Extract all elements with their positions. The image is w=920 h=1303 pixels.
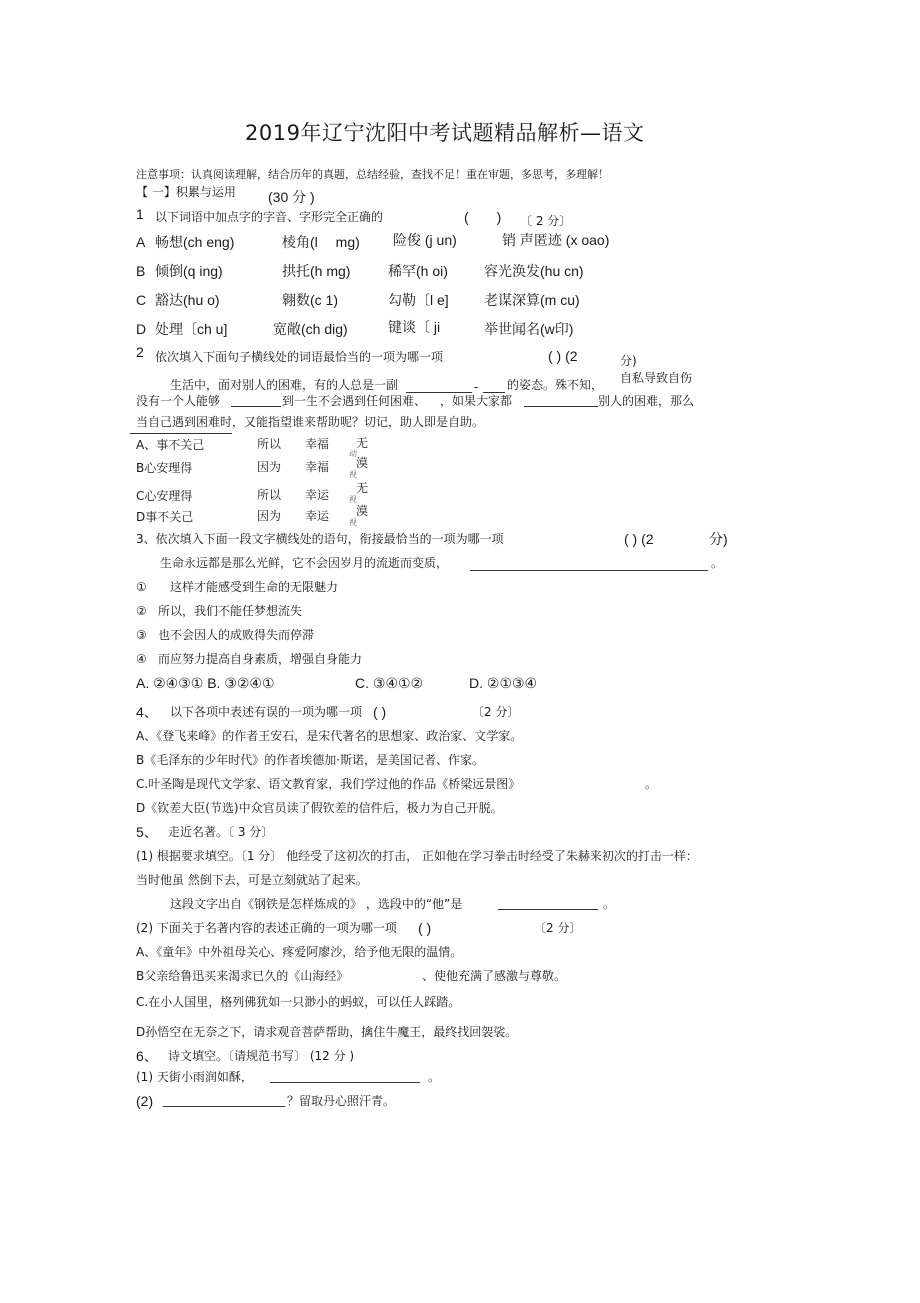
q2-option-b-word2: 因为 [257, 460, 282, 474]
q3-item-3-num: ③ [136, 628, 147, 642]
q4-paren: ( ) [373, 704, 387, 720]
q2-option-b-word3: 幸福 [305, 460, 330, 474]
q1-option-a-letter: A [136, 234, 146, 250]
q3-stem: 3、依次填入下面一段文字横线处的语句，衔接最恰当的一项为哪一项 [136, 532, 504, 546]
q1-option-d-letter: D [136, 321, 147, 337]
q3-item-1-num: ① [136, 580, 147, 594]
q5-number: 5、 [136, 824, 158, 840]
q1-option-a-word1: 畅想(ch eng) [155, 234, 235, 250]
q1-option-c-letter: C [136, 292, 147, 308]
q3-blank [470, 570, 708, 571]
page-title: 2019年辽宁沈阳中考试题精品解析—语文 [245, 121, 645, 145]
q2-stem: 依次填入下面句子横线处的词语最恰当的一项为哪一项 [155, 350, 444, 364]
q2-option-d-word3: 幸运 [305, 509, 330, 523]
q2-option-c-word4: 无 [356, 481, 369, 495]
q1-option-c-word1: 豁达(hu o) [155, 292, 220, 308]
q5-sub2-score: 〔2 分〕 [534, 921, 582, 935]
q2-passage-line1d: 自私导致自伤 [620, 371, 693, 385]
q3-item-3: 也不会因人的成败得失而停滞 [158, 628, 315, 642]
q1-option-a-word2: 棱角(l mg) [282, 234, 360, 250]
q5-sub2-paren: ( ) [418, 920, 432, 936]
q5-option-d: D孙悟空在无奈之下，请求观音菩萨帮助，擒住牛魔王，最终找回袈裟。 [136, 1025, 518, 1039]
q3-intro-end: 。 [711, 556, 724, 570]
q2-blank-2 [483, 392, 505, 393]
q1-option-b-word2: 拱托(h mg) [282, 263, 351, 279]
q2-paren: ( ) (2 [548, 348, 578, 364]
q2-option-b-word4b: 视 [349, 470, 357, 479]
section-label: 【 一】积累与运用 [136, 185, 236, 199]
q4-option-c: C.叶圣陶是现代文学家、语文教育家，我们学过他的作品《桥梁远景图》 [136, 777, 521, 791]
q2-option-d: D事不关己 [136, 510, 194, 524]
q6-stem: 诗文填空。〔请规范书写〕 (12 分 ) [168, 1049, 355, 1063]
q2-option-d-word4b: 视 [349, 518, 357, 527]
q6-line1-end: 。 [428, 1070, 441, 1084]
q2-option-d-word4: 漠 [356, 504, 369, 518]
q1-number: 1 [136, 206, 144, 222]
q2-passage-line2d: 别人的困难，那么 [598, 394, 695, 408]
q2-unit: 分) [620, 354, 637, 368]
q2-option-c-word4b: 视 [349, 495, 357, 504]
q4-option-a: A、《登飞来峰》的作者王安石，是宋代著名的思想家、政治家、文学家。 [136, 729, 523, 743]
q2-passage-line3: 当自己遇到困难时，又能指望谁来帮助呢？切记，助人即是自助。 [136, 415, 485, 429]
q5-sub1-line2: 当时他虽 然倒下去，可是立刻就站了起来。 [136, 873, 368, 887]
q6-line1: (1) 天街小雨润如酥， [136, 1070, 253, 1084]
q2-passage-line1b: - [474, 380, 479, 394]
q6-line2-num: (2) [136, 1093, 154, 1109]
q6-line2-end: ？留取丹心照汗青。 [287, 1094, 396, 1108]
q1-option-c-word3: 勾勒〔l e] [388, 292, 449, 308]
q1-option-b-word4: 容光涣发(hu cn) [484, 263, 584, 279]
q3-item-4-num: ④ [136, 652, 147, 666]
q2-option-a-word4b: 动 [349, 449, 357, 458]
q5-option-b-end: 、使他充满了感激与尊敬。 [422, 969, 567, 983]
q2-option-b: B心安理得 [136, 461, 193, 475]
q3-option-c: C. ③④①② [355, 675, 424, 691]
q2-blank-3 [231, 406, 281, 407]
q3-item-2-num: ② [136, 604, 147, 618]
q2-passage-line2c: ，如果大家都 [440, 394, 513, 408]
q5-sub1-end: 。 [603, 897, 616, 911]
section-score: (30 分 ) [268, 189, 315, 205]
q1-option-d-word4: 举世闻名(w印) [484, 321, 574, 337]
q4-option-b: B《毛泽东的少年时代》的作者埃德加·斯诺，是美国记者、作家。 [136, 753, 485, 767]
q2-number: 2 [136, 344, 144, 360]
q3-option-d: D. ②①③④ [469, 675, 538, 691]
q3-unit: 分) [709, 531, 728, 547]
q6-blank-1 [270, 1082, 420, 1083]
q2-blank-4 [524, 406, 598, 407]
q5-sub2-stem: (2) 下面关于名著内容的表述正确的一项为哪一项 [136, 921, 397, 935]
q2-option-a-word2: 所以 [257, 437, 282, 451]
q1-option-b-word3: 稀罕(h oi) [388, 263, 448, 279]
q5-option-a: A、《童年》中外祖母关心、疼爱阿廖沙，给予他无限的温情。 [136, 945, 463, 959]
q2-option-c-word2: 所以 [257, 488, 282, 502]
q5-blank [498, 909, 598, 910]
q2-option-a-word4: 无 [356, 436, 369, 450]
q2-option-c-word3: 幸运 [305, 488, 330, 502]
q5-sub1-line1: (1) 根据要求填空。〔1 分〕 他经受了这初次的打击， 正如他在学习拳击时经受了朱赫来初次的打击一样： [136, 849, 698, 863]
q1-paren: ( ) [464, 209, 502, 225]
q2-blank-1 [406, 392, 472, 393]
q1-option-d-word3: 键谈〔 ji [388, 319, 441, 335]
q2-passage-line2a: 没有一个人能够 [136, 394, 221, 408]
q5-option-c: C.在小人国里，格列佛犹如一只渺小的蚂蚁，可以任人踩踏。 [136, 995, 461, 1009]
q1-option-a-word4: 销 声匿迹 (x oao) [502, 232, 610, 248]
q5-option-b: B父亲给鲁迅买来渴求已久的《山海经》 [136, 969, 349, 983]
q2-passage-line2b: 到一生不会遇到任何困难、 [282, 394, 427, 408]
q1-option-c-word2: 翱数(c 1) [282, 292, 338, 308]
q4-option-c-end: 。 [645, 777, 658, 791]
q5-stem: 走近名著。〔 3 分〕 [168, 825, 274, 839]
q6-blank-2 [163, 1106, 285, 1107]
q1-option-d-word2: 宽敞(ch dig) [273, 321, 348, 337]
q1-option-b-word1: 倾倒(q ing) [155, 263, 223, 279]
q2-option-a-word3: 幸福 [305, 437, 330, 451]
q2-option-a: A、事不关己 [136, 438, 205, 452]
q3-item-4: 而应努力提高自身素质，增强自身能力 [158, 652, 363, 666]
q2-option-d-word2: 因为 [257, 509, 282, 523]
q5-sub1-line3: 这段文字出自《钢铁是怎样炼成的》 ，选段中的“他”是 [170, 897, 463, 911]
q2-passage-line1c: 的姿态。殊不知， [507, 378, 604, 392]
q1-option-a-word3: 险俊 (j un) [393, 232, 457, 248]
q1-option-d-word1: 处理〔ch u] [155, 321, 228, 337]
q3-item-2: 所以，我们不能任梦想流失 [158, 604, 303, 618]
q1-score: 〔 2 分〕 [520, 214, 572, 228]
q4-number: 4、 [136, 704, 158, 720]
q3-paren: ( ) (2 [624, 531, 654, 547]
q4-stem: 以下各项中表述有误的一项为哪一项 [170, 705, 363, 719]
q2-passage-line1a: 生活中，面对别人的困难，有的人总是一副 [170, 378, 399, 392]
q3-intro: 生命永远都是那么光鲜，它不会因岁月的流逝而变质， [160, 556, 449, 570]
q6-number: 6、 [136, 1048, 158, 1064]
q3-options-ab: A. ②④③① B. ③②④① [136, 675, 275, 691]
q2-option-b-word4: 漠 [356, 456, 369, 470]
q1-option-b-letter: B [136, 263, 146, 279]
q1-stem: 以下词语中加点字的字音、字形完全正确的 [155, 210, 384, 224]
q3-item-1: 这样才能感受到生命的无限魅力 [170, 580, 339, 594]
q2-option-c: C心安理得 [136, 489, 193, 503]
q4-score: 〔2 分〕 [472, 705, 520, 719]
q2-divider [130, 433, 232, 434]
q4-option-d: D《钦差大臣(节选)中众官员读了假钦差的信件后，极力为自己开脱。 [136, 801, 503, 815]
q1-option-c-word4: 老谋深算(m cu) [484, 292, 580, 308]
notice: 注意事项：认真阅读理解，结合历年的真题，总结经验，查找不足！重在审题，多思考，多理解！ [136, 168, 609, 181]
